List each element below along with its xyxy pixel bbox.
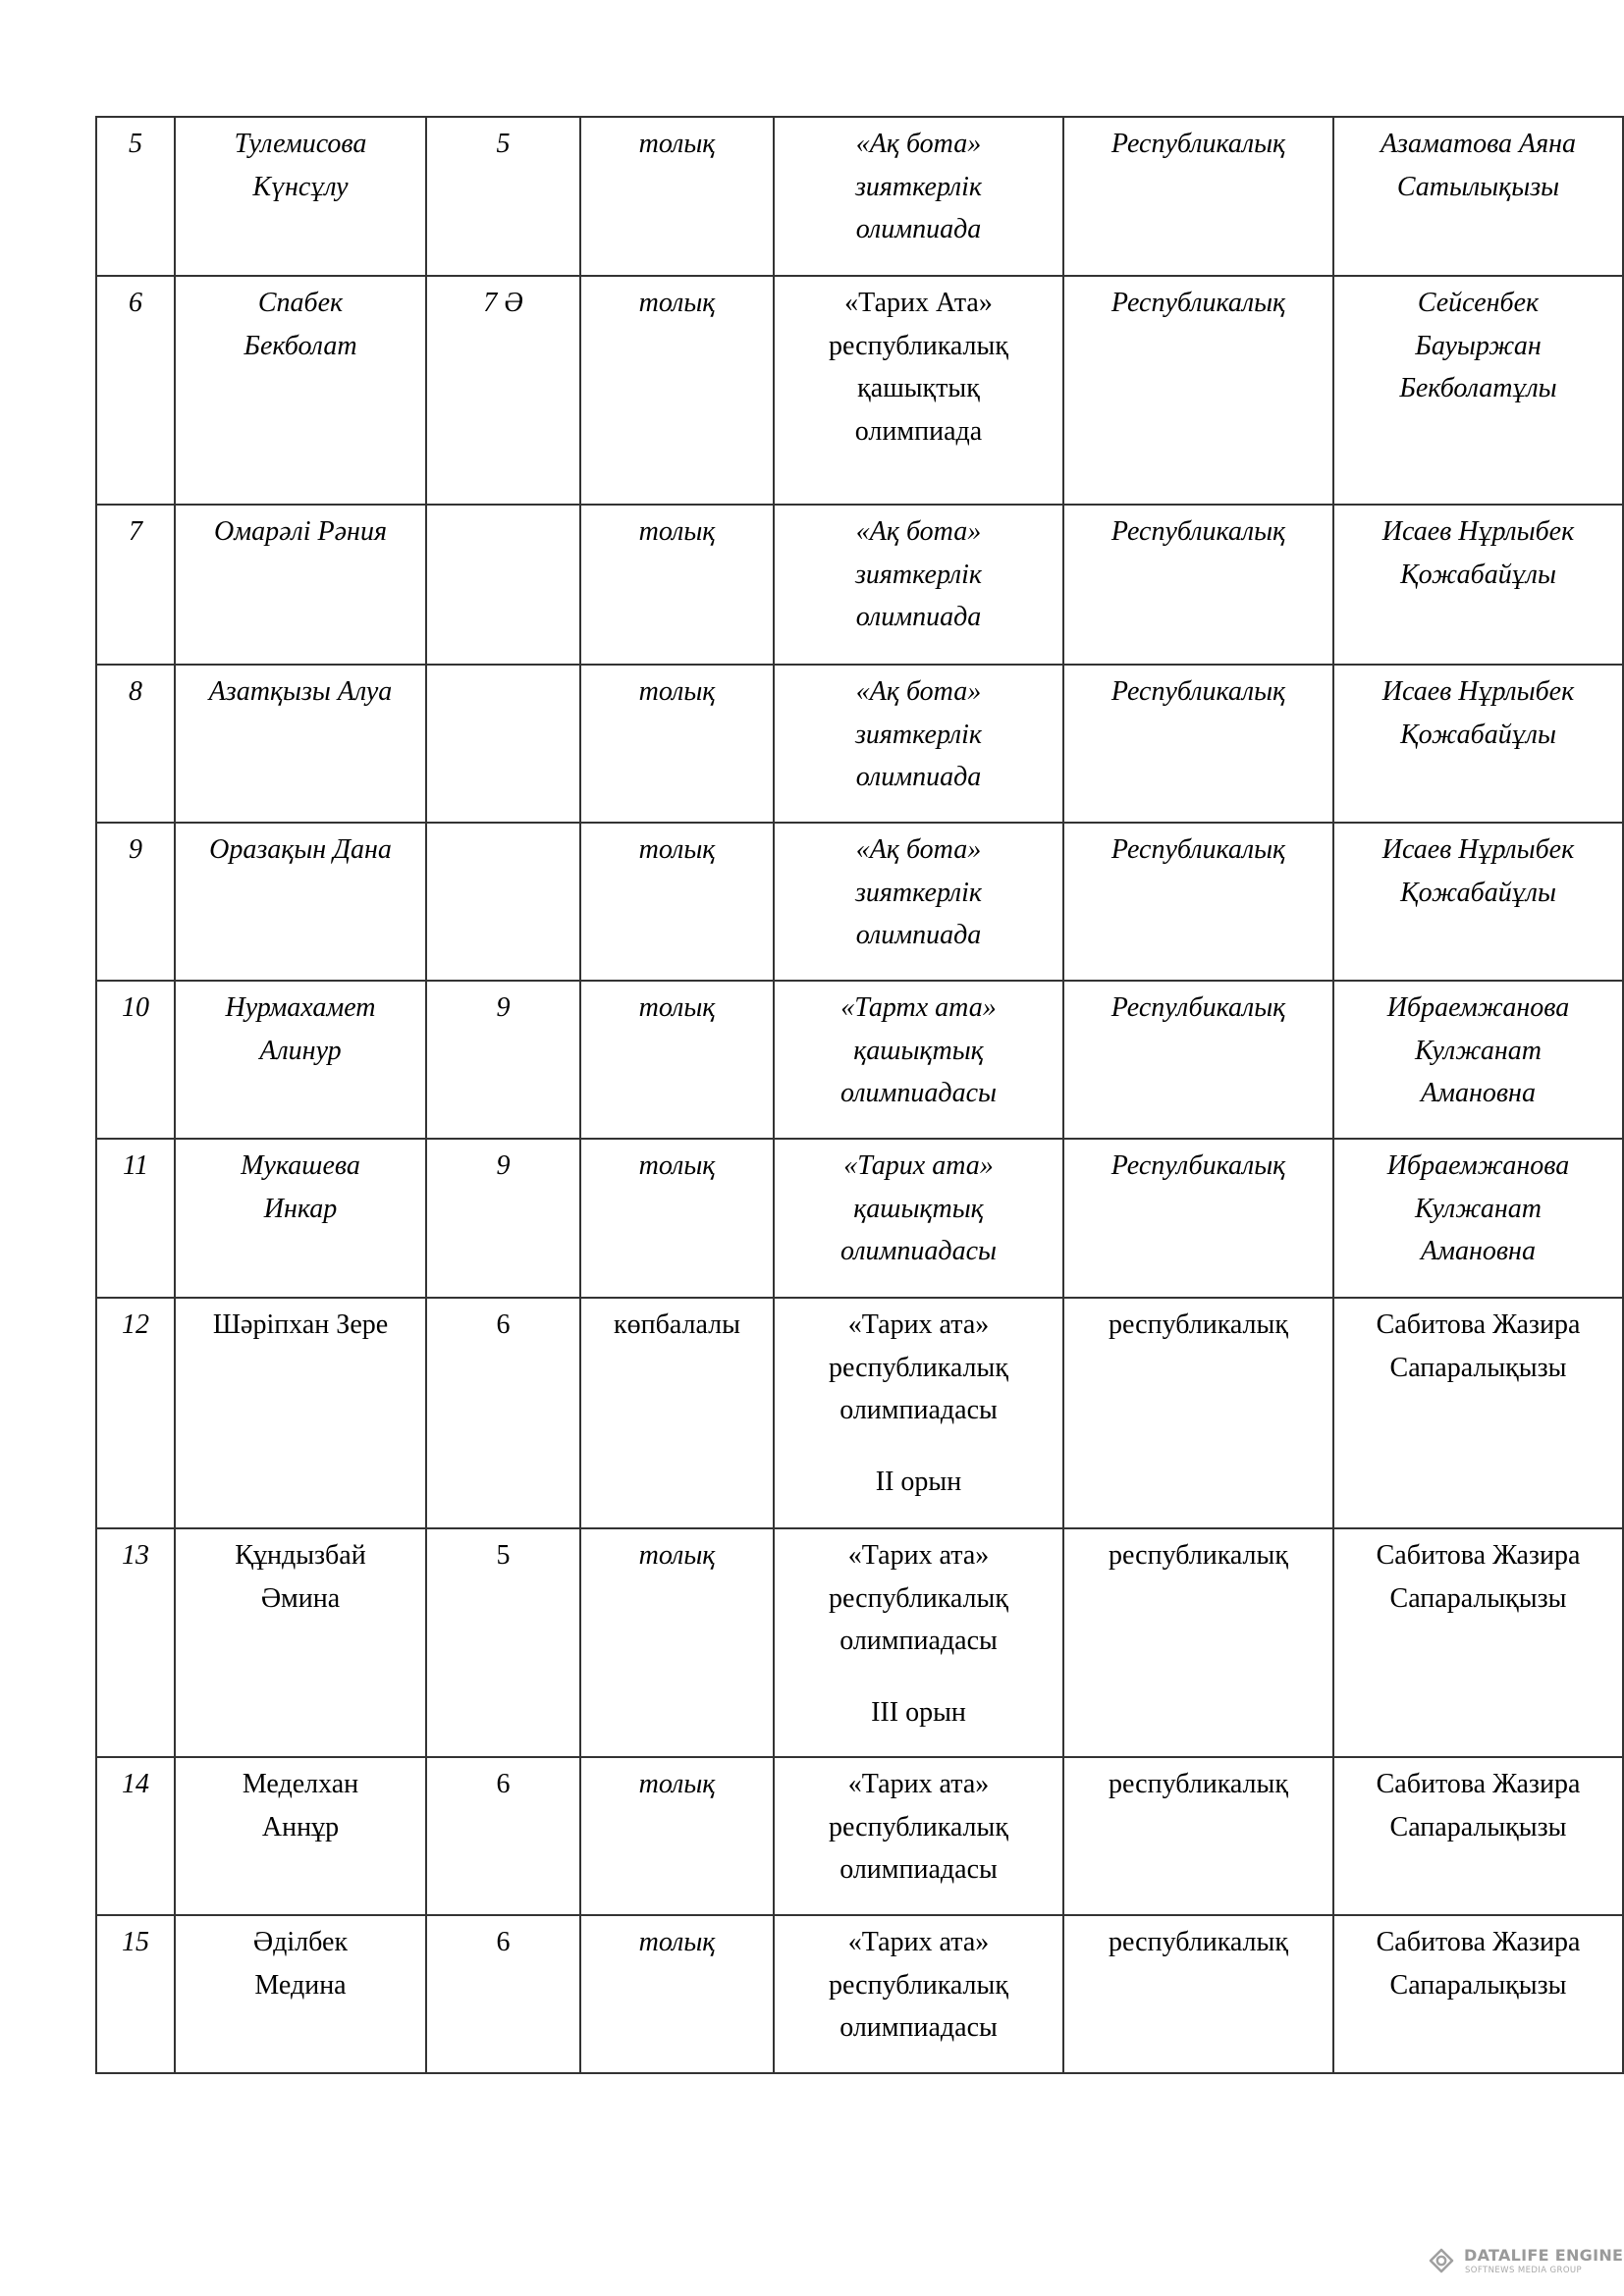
cell-level [1063, 1757, 1333, 1915]
olympiad-name-line: олимпиадасы [840, 1236, 997, 1266]
olympiad-name-line: олимпиада [855, 214, 982, 244]
olympiad-name-line: «Ақ бота» [855, 516, 982, 547]
cell-teacher-name [1333, 1757, 1623, 1915]
teacher-name-line: Кулжанат [1414, 1193, 1543, 1224]
teacher-name-line: Бекболатұлы [1399, 373, 1557, 403]
olympiad-name-line: «Ақ бота» [855, 834, 982, 865]
cell-student-name [175, 1528, 426, 1757]
family-status-line: көпбалалы [614, 1309, 740, 1340]
level-line: Республикалық [1110, 834, 1286, 865]
olympiad-name-line: республикалық [829, 1811, 1008, 1842]
cell-level [1063, 823, 1333, 981]
cell-family-status [580, 276, 774, 505]
teacher-name-line: Ибраемжанова [1386, 1150, 1570, 1181]
level-line: Республикалық [1110, 676, 1286, 707]
level-line: Республикалық [1110, 288, 1286, 318]
cell-level [1063, 1139, 1333, 1298]
cell-family-status [580, 1298, 774, 1528]
level-line: Респулбикалық [1110, 1150, 1286, 1181]
student-name-line: Меделхан [242, 1769, 359, 1799]
student-name-line: Омарәлі Рәния [214, 516, 387, 547]
cell-teacher-name [1333, 276, 1623, 505]
olympiad-name-line: олимпиадасы [839, 2012, 998, 2043]
olympiad-name-line: «Тарих ата» [843, 1150, 994, 1181]
cell-teacher-name [1333, 665, 1623, 823]
watermark-title: DATALIFE ENGINE [1464, 2246, 1624, 2265]
olympiad-name-line: «Ақ бота» [855, 676, 982, 707]
olympiad-name-line: қашықтық [853, 1035, 984, 1066]
table-row [96, 823, 1623, 981]
student-name-line: Спабек [257, 288, 344, 318]
teacher-name-line: Исаев Нұрлыбек [1381, 676, 1575, 707]
cell-level [1063, 1915, 1333, 2073]
row-number-line: 5 [129, 129, 142, 159]
student-name-line: Шәріпхан Зере [212, 1309, 389, 1340]
cell-row-number [96, 1139, 175, 1298]
cell-olympiad-name [774, 1139, 1063, 1298]
family-status-line: толық [638, 1540, 716, 1571]
grade-line: 6 [496, 1309, 511, 1340]
grade-line: 9 [496, 992, 511, 1023]
level-line: республикалық [1109, 1309, 1288, 1340]
olympiad-name-line: республикалық [829, 1969, 1008, 2001]
cell-olympiad-name [774, 276, 1063, 505]
row-number-line: 11 [123, 1150, 148, 1181]
olympiad-name-line: «Тарих ата» [847, 1769, 990, 1799]
table-row [96, 505, 1623, 665]
cell-level [1063, 981, 1333, 1139]
teacher-name-line: Қожабайұлы [1400, 559, 1556, 590]
student-name-line: Азатқызы Алуа [208, 676, 393, 707]
olympiad-name-line: «Тарих Ата» [844, 288, 993, 318]
cell-grade [426, 505, 580, 665]
row-number-line: 8 [129, 676, 142, 707]
cell-teacher-name [1333, 505, 1623, 665]
cell-teacher-name [1333, 823, 1623, 981]
family-status-line: толық [638, 1927, 716, 1957]
olympiad-name-line: зияткерлік [854, 719, 982, 750]
cell-student-name [175, 1139, 426, 1298]
family-status-line: толық [638, 1150, 716, 1181]
table-row [96, 1915, 1623, 2073]
level-line: Республикалық [1110, 129, 1286, 159]
table-row [96, 276, 1623, 505]
grade-line: 5 [496, 1540, 511, 1571]
cell-family-status [580, 1757, 774, 1915]
teacher-name-line: Сатылықызы [1396, 171, 1560, 202]
cell-grade [426, 665, 580, 823]
cell-row-number [96, 276, 175, 505]
table-row [96, 117, 1623, 276]
cell-olympiad-name [774, 665, 1063, 823]
teacher-name-line: Сабитова Жазира [1376, 1769, 1581, 1799]
row-number-line: 14 [122, 1769, 149, 1799]
cell-row-number [96, 505, 175, 665]
cell-teacher-name [1333, 1528, 1623, 1757]
olympiad-name-line: «Ақ бота» [855, 129, 982, 159]
teacher-name-line: Сапаралықызы [1389, 1352, 1567, 1383]
cell-student-name [175, 1757, 426, 1915]
watermark-subtitle: SOFTNEWS MEDIA GROUP [1465, 2266, 1583, 2275]
olympiad-name-line: қашықтық [853, 1193, 984, 1224]
teacher-name-line: Исаев Нұрлыбек [1381, 516, 1575, 547]
cell-grade [426, 823, 580, 981]
cell-olympiad-name [774, 117, 1063, 276]
grade-line: 6 [496, 1927, 511, 1957]
cell-grade [426, 1298, 580, 1528]
student-name-line: Оразақын Дана [209, 834, 392, 865]
family-status-line: толық [638, 516, 716, 547]
row-number-line: 15 [122, 1927, 149, 1957]
student-name-line: Медина [254, 1969, 347, 2001]
family-status-line: толық [638, 129, 716, 159]
student-name-line: Құндызбай [235, 1540, 366, 1571]
cell-family-status [580, 981, 774, 1139]
grade-line: 9 [496, 1150, 511, 1181]
placement-label: II орын [875, 1466, 962, 1497]
teacher-name-line: Азаматова Аяна [1380, 129, 1577, 159]
cell-family-status [580, 823, 774, 981]
row-number-line: 9 [129, 834, 142, 865]
olympiad-name-line: «Тартх ата» [840, 992, 997, 1023]
cell-olympiad-name [774, 505, 1063, 665]
olympiad-name-line: республикалық [829, 1582, 1008, 1614]
cell-grade [426, 1915, 580, 2073]
cell-student-name [175, 505, 426, 665]
cell-row-number [96, 117, 175, 276]
cell-grade [426, 1757, 580, 1915]
olympiad-name-line: қашықтық [857, 373, 980, 403]
cell-teacher-name [1333, 1915, 1623, 2073]
family-status-line: толық [638, 288, 716, 318]
level-line: республикалық [1109, 1540, 1288, 1571]
cell-grade [426, 1528, 580, 1757]
grade-line: 7 Ә [483, 288, 523, 318]
table-row [96, 1528, 1623, 1757]
olympiad-name-line: «Тарих ата» [847, 1309, 990, 1340]
family-status-line: толық [638, 834, 716, 865]
cell-student-name [175, 1915, 426, 2073]
row-number-line: 10 [122, 992, 149, 1023]
teacher-name-line: Қожабайұлы [1400, 877, 1556, 908]
student-name-line: Нурмахамет [225, 992, 376, 1023]
level-line: Респулбикалық [1110, 992, 1286, 1023]
olympiad-name-line: олимпиадасы [839, 1626, 998, 1656]
teacher-name-line: Сабитова Жазира [1376, 1927, 1581, 1957]
cell-grade [426, 1139, 580, 1298]
cell-family-status [580, 1139, 774, 1298]
cell-row-number [96, 1528, 175, 1757]
table-row [96, 665, 1623, 823]
olympiad-name-line: республикалық [829, 1352, 1008, 1383]
olympiad-name-line: зияткерлік [854, 877, 982, 908]
cell-olympiad-name [774, 823, 1063, 981]
student-name-line: Бекболат [244, 330, 357, 361]
teacher-name-line: Сабитова Жазира [1376, 1309, 1581, 1340]
olympiad-name-line: олимпиадасы [840, 1078, 997, 1108]
cell-level [1063, 1298, 1333, 1528]
olympiad-name-line: республикалық [829, 330, 1008, 361]
table-body [96, 117, 1623, 2073]
cell-row-number [96, 665, 175, 823]
cell-grade [426, 981, 580, 1139]
cell-grade [426, 117, 580, 276]
teacher-name-line: Амановна [1421, 1078, 1536, 1108]
teacher-name-line: Сабитова Жазира [1376, 1540, 1581, 1571]
olympiad-name-line: олимпиада [855, 602, 982, 632]
olympiad-name-line: «Тарих ата» [847, 1927, 990, 1957]
cell-family-status [580, 665, 774, 823]
row-number-line: 13 [122, 1540, 149, 1571]
student-name-line: Мукашева [241, 1150, 360, 1181]
cell-level [1063, 117, 1333, 276]
olympiad-name-line: олимпиадасы [839, 1395, 998, 1425]
student-name-line: Күнсұлу [252, 171, 349, 202]
cell-level [1063, 665, 1333, 823]
student-name-line: Инкар [263, 1193, 338, 1224]
cell-teacher-name [1333, 117, 1623, 276]
row-number-line: 7 [129, 516, 142, 547]
table-row [96, 1139, 1623, 1298]
row-number-line: 6 [129, 288, 142, 318]
cell-olympiad-name [774, 981, 1063, 1139]
teacher-name-line: Сапаралықызы [1389, 1811, 1567, 1842]
olympiad-name-line: зияткерлік [854, 559, 982, 590]
watermark [1429, 2246, 1624, 2281]
student-name-line: Әділбек [252, 1927, 349, 1957]
cell-row-number [96, 1757, 175, 1915]
cell-olympiad-name [774, 1757, 1063, 1915]
teacher-name-line: Бауыржан [1415, 330, 1542, 361]
cell-level [1063, 1528, 1333, 1757]
teacher-name-line: Ибраемжанова [1386, 992, 1570, 1023]
table-row [96, 981, 1623, 1139]
teacher-name-line: Сапаралықызы [1389, 1969, 1567, 2001]
level-line: Республикалық [1110, 516, 1286, 547]
teacher-name-line: Сейсенбек [1417, 288, 1540, 318]
row-number-line: 12 [122, 1309, 149, 1340]
cell-student-name [175, 823, 426, 981]
olympiad-name-line: олимпиада [854, 415, 983, 447]
cell-teacher-name [1333, 981, 1623, 1139]
table-row [96, 1298, 1623, 1528]
family-status-line: толық [638, 676, 716, 707]
olympiad-name-line: олимпиада [855, 762, 982, 792]
cell-row-number [96, 823, 175, 981]
cell-row-number [96, 1298, 175, 1528]
cell-student-name [175, 117, 426, 276]
cell-olympiad-name [774, 1528, 1063, 1757]
olympiad-name-line: зияткерлік [854, 171, 982, 202]
teacher-name-line: Кулжанат [1414, 1035, 1543, 1066]
cell-level [1063, 276, 1333, 505]
cell-student-name [175, 276, 426, 505]
student-name-line: Алинур [259, 1035, 342, 1066]
teacher-name-line: Амановна [1421, 1236, 1536, 1266]
grade-line: 6 [496, 1769, 511, 1799]
student-name-line: Әмина [260, 1582, 341, 1614]
grade-line: 5 [496, 129, 511, 159]
cell-student-name [175, 981, 426, 1139]
family-status-line: толық [638, 1769, 716, 1799]
cell-row-number [96, 981, 175, 1139]
level-line: республикалық [1109, 1927, 1288, 1957]
cell-family-status [580, 1528, 774, 1757]
level-line: республикалық [1109, 1769, 1288, 1799]
cell-family-status [580, 117, 774, 276]
table-row [96, 1757, 1623, 1915]
cell-row-number [96, 1915, 175, 2073]
family-status-line: толық [638, 992, 716, 1023]
cell-teacher-name [1333, 1298, 1623, 1528]
teacher-name-line: Сапаралықызы [1389, 1582, 1567, 1614]
cell-family-status [580, 1915, 774, 2073]
student-name-line: Тулемисова [234, 129, 367, 159]
teacher-name-line: Қожабайұлы [1400, 719, 1556, 750]
olympiad-name-line: олимпиадасы [839, 1854, 998, 1885]
cell-family-status [580, 505, 774, 665]
cell-olympiad-name [774, 1298, 1063, 1528]
olympiad-name-line: олимпиада [855, 920, 982, 950]
cell-olympiad-name [774, 1915, 1063, 2073]
cell-student-name [175, 1298, 426, 1528]
placement-label: III орын [871, 1696, 966, 1728]
cell-teacher-name [1333, 1139, 1623, 1298]
student-name-line: Аннұр [261, 1811, 340, 1842]
datalife-logo-icon [1429, 2248, 1454, 2273]
teacher-name-line: Исаев Нұрлыбек [1381, 834, 1575, 865]
cell-level [1063, 505, 1333, 665]
olympiad-results-table [95, 116, 1624, 2074]
cell-student-name [175, 665, 426, 823]
cell-grade [426, 276, 580, 505]
olympiad-name-line: «Тарих ата» [847, 1540, 990, 1571]
